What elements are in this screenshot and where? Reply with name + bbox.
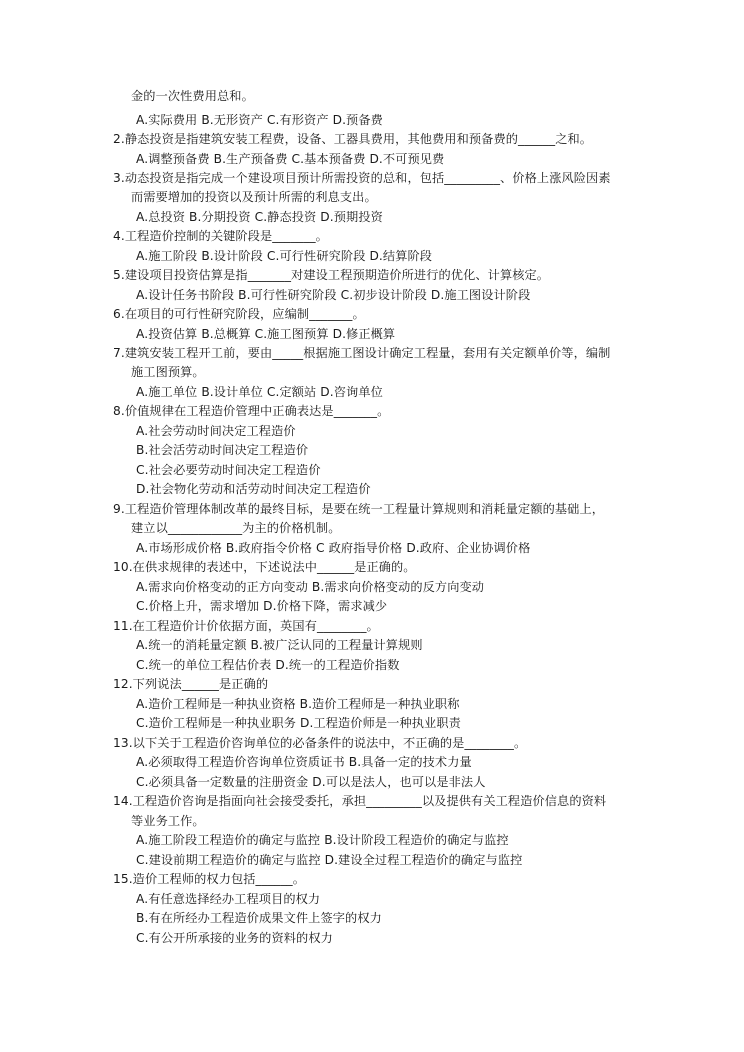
answer-options-ab: A.施工阶段工程造价的确定与监控 B.设计阶段工程造价的确定与监控 [136, 833, 509, 847]
answer-options-cd: C.价格上升，需求增加 D.价格下降，需求减少 [136, 599, 388, 613]
answer-options: A.施工单位 B.设计单位 C.定额站 D.咨询单位 [136, 385, 383, 399]
question-2: 2.静态投资是指建筑安装工程费，设备、工器具费用，其他费用和预备费的______之和。 [113, 132, 593, 146]
question-7-continued: 施工图预算。 [131, 365, 205, 379]
answer-option-a: A.社会劳动时间决定工程造价 [136, 424, 296, 438]
question-11: 11.在工程造价计价依据方面，英国有________。 [113, 619, 379, 633]
answer-options-cd: C.统一的单位工程估价表 D.统一的工程造价指数 [136, 658, 400, 672]
question-13: 13.以下关于工程造价咨询单位的必备条件的说法中，不正确的是________。 [113, 736, 527, 750]
question-10: 10.在供求规律的表述中，下述说法中______是正确的。 [113, 560, 416, 574]
answer-options-cd: C.造价工程师是一种执业职务 D.工程造价师是一种执业职责 [136, 716, 461, 730]
question-15: 15.造价工程师的权力包括______。 [113, 872, 306, 886]
answer-option-b: B.社会活劳动时间决定工程造价 [136, 443, 309, 457]
answer-options: A.总投资 B.分期投资 C.静态投资 D.预期投资 [136, 210, 383, 224]
question-14-continued: 等业务工作。 [131, 814, 205, 828]
question-5: 5.建设项目投资估算是指_______对建设工程预期造价所进行的优化、计算核定。 [113, 268, 550, 282]
answer-options-ab: A.造价工程师是一种执业资格 B.造价工程师是一种执业职称 [136, 697, 460, 711]
answer-options: A.调整预备费 B.生产预备费 C.基本预备费 D.不可预见费 [136, 152, 445, 166]
answer-options: A.实际费用 B.无形资产 C.有形资产 D.预备费 [136, 113, 383, 127]
answer-options: A.投资估算 B.总概算 C.施工图预算 D.修正概算 [136, 327, 396, 341]
question-12: 12.下列说法______是正确的 [113, 677, 269, 691]
answer-option-d: D.社会物化劳动和活劳动时间决定工程造价 [136, 482, 371, 496]
answer-option-c: C.社会必要劳动时间决定工程造价 [136, 463, 321, 477]
question-14: 14.工程造价咨询是指面向社会接受委托，承担_________以及提供有关工程造价信息的资料 [113, 794, 607, 808]
answer-option-c: C.有公开所承接的业务的资料的权力 [136, 931, 333, 945]
question-3: 3.动态投资是指完成一个建设项目预计所需投资的总和，包括_________、价格上涨风险因素 [113, 171, 611, 185]
answer-options-ab: A.必须取得工程造价咨询单位资质证书 B.具备一定的技术力量 [136, 755, 472, 769]
question-9-continued: 建立以____________为主的价格机制。 [131, 521, 341, 535]
answer-option-a: A.有任意选择经办工程项目的权力 [136, 892, 321, 906]
answer-options-ab: A.需求向价格变动的正方向变动 B.需求向价格变动的反方向变动 [136, 580, 485, 594]
question-8: 8.价值规律在工程造价管理中正确表达是_______。 [113, 404, 390, 418]
answer-options: A.市场形成价格 B.政府指令价格 C 政府指导价格 D.政府、企业协调价格 [136, 541, 531, 555]
question-3-continued: 而需要增加的投资以及预计所需的利息支出。 [131, 190, 377, 204]
question-9: 9.工程造价管理体制改革的最终目标，是要在统一工程量计算规则和消耗量定额的基础上， [113, 502, 605, 516]
answer-options: A.施工阶段 B.设计阶段 C.可行性研究阶段 D.结算阶段 [136, 249, 433, 263]
answer-options: A.设计任务书阶段 B.可行性研究阶段 C.初步设计阶段 D.施工图设计阶段 [136, 288, 531, 302]
answer-options-cd: C.建设前期工程造价的确定与监控 D.建设全过程工程造价的确定与监控 [136, 853, 523, 867]
answer-option-b: B.有在所经办工程造价成果文件上签字的权力 [136, 911, 382, 925]
text-line: 金的一次性费用总和。 [131, 89, 254, 103]
question-4: 4.工程造价控制的关键阶段是_______。 [113, 229, 328, 243]
answer-options-cd: C.必须具备一定数量的注册资金 D.可以是法人，也可以是非法人 [136, 775, 486, 789]
question-6: 6.在项目的可行性研究阶段，应编制_______。 [113, 307, 365, 321]
question-7: 7.建筑安装工程开工前，要由_____根据施工图设计确定工程量，套用有关定额单价等，编制 [113, 346, 611, 360]
answer-options-ab: A.统一的消耗量定额 B.被广泛认同的工程量计算规则 [136, 638, 423, 652]
